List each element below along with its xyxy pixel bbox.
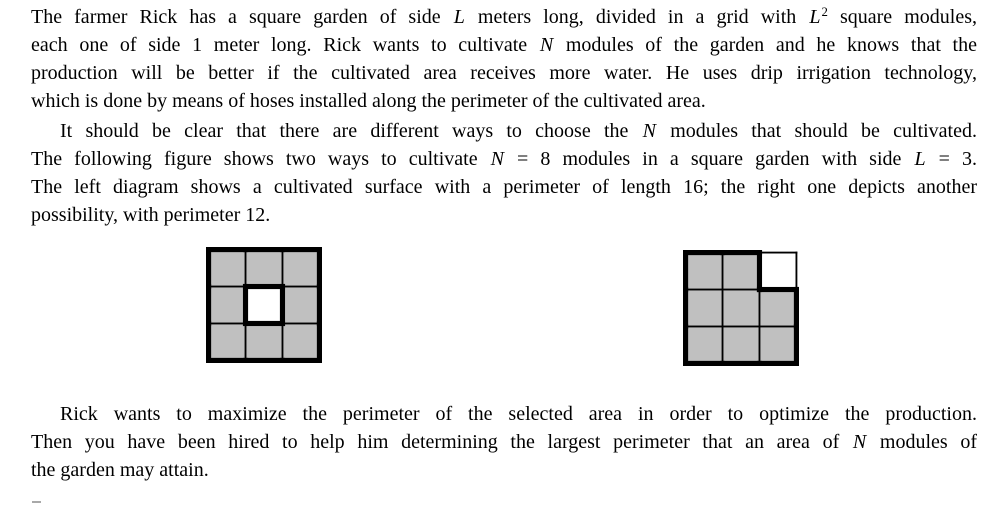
right-grid-figure <box>683 250 799 366</box>
text-line: production will be better if the cultivated area receives more water. He uses drip irrigation technology, <box>31 62 977 84</box>
left-grid-figure <box>206 247 322 363</box>
text-line: The farmer Rick has a square garden of side L meters long, divided in a grid with $L^2$ square modules, <box>31 5 977 28</box>
text-line: possibility, with perimeter 12. <box>31 204 271 226</box>
text-line: Then you have been hired to help him determining the largest perimeter that an area of N modules of <box>31 431 977 453</box>
text-line: It should be clear that there are different ways to choose the N modules that should be cultivated. <box>60 120 977 142</box>
text-line: The left diagram shows a cultivated surface with a perimeter of length 16; the right one depicts another <box>31 176 977 198</box>
text-line: the garden may attain. <box>31 459 209 481</box>
text-line: The following figure shows two ways to cultivate N = 8 modules in a square garden with side L = 3. <box>31 148 977 170</box>
text-line: each one of side 1 meter long. Rick wants to cultivate N modules of the garden and he knows that the <box>31 34 977 56</box>
paragraph-example <box>31 117 977 229</box>
paragraph-intro <box>31 3 977 115</box>
text-line: Rick wants to maximize the perimeter of the selected area in order to optimize the production. <box>60 403 977 425</box>
figure-row <box>0 247 1006 367</box>
paragraph-task <box>31 400 977 484</box>
text-line: which is done by means of hoses installed along the perimeter of the cultivated area. <box>31 90 706 112</box>
next-section-text-fragment <box>32 501 41 503</box>
